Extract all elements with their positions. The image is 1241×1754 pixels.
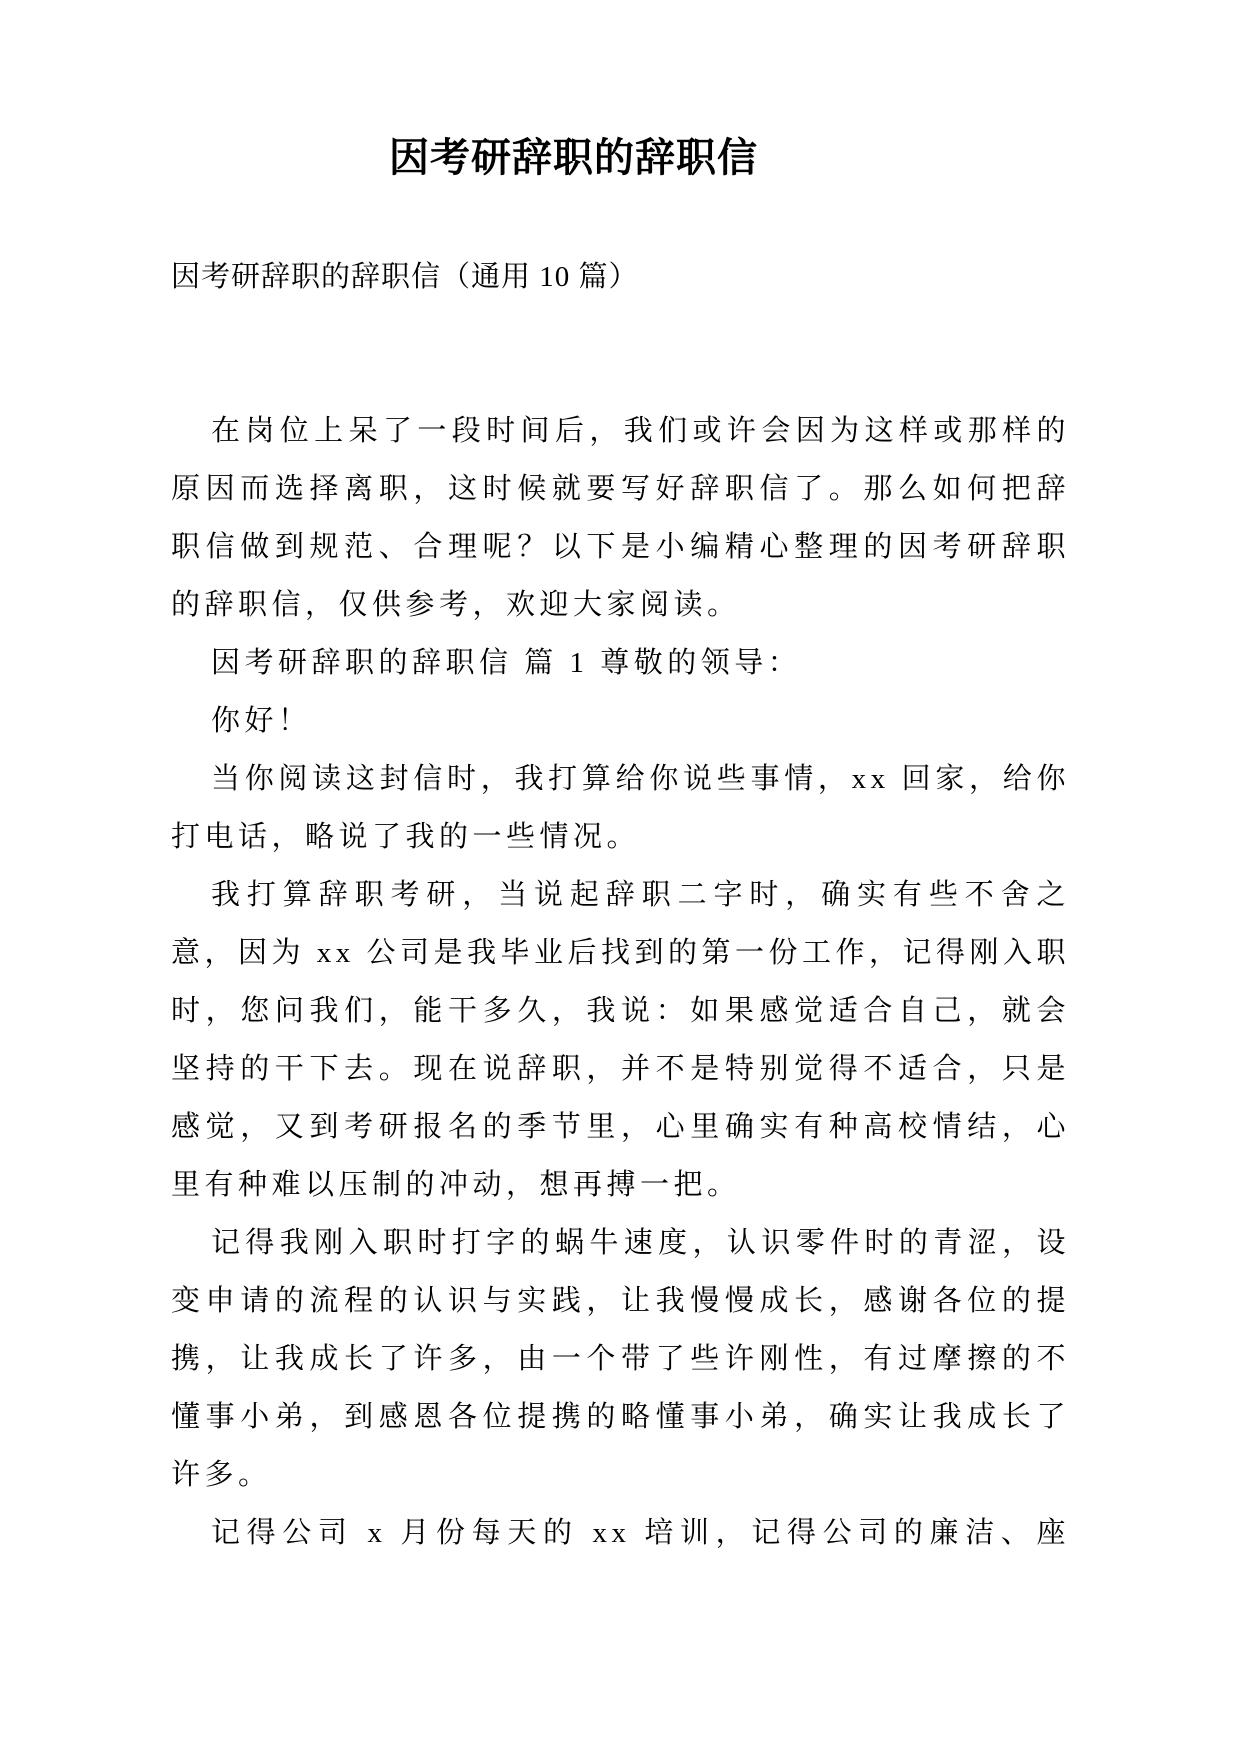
document-body <box>171 402 1070 1562</box>
paragraph: 记得公司 x 月份每天的 xx 培训，记得公司的廉洁、座 <box>211 1517 1070 1549</box>
paragraph: 当你阅读这封信时，我打算给你说些事情，xx 回家，给你打电话，略说了我的一些情况。 <box>171 763 1070 853</box>
paragraph: 在岗位上呆了一段时间后，我们或许会因为这样或那样的原因而选择离职，这时候就要写好辞职信了。那么如何把辞职信做到规范、合理呢？以下是小编精心整理的因考研辞职的辞职信，仅供参考，欢迎大家阅读。 <box>171 415 1070 621</box>
paragraph: 我打算辞职考研，当说起辞职二字时，确实有些不舍之意，因为 xx 公司是我毕业后找到的第一份工作，记得刚入职时，您问我们，能干多久，我说：如果感觉适合自己，就会坚持的干下去。现在说辞职，并不是特别觉得不适合，只是感觉，又到考研报名的季节里，心里确实有种高校情结，心里有种难以压制的冲动，想再搏一把。 <box>171 879 1071 1201</box>
document-subtitle: 因考研辞职的辞职信（通用 10 篇） <box>171 261 639 293</box>
paragraph: 你好！ <box>211 705 312 737</box>
paragraph: 因考研辞职的辞职信 篇 1 尊敬的领导： <box>211 647 802 679</box>
paragraph: 记得我刚入职时打字的蜗牛速度，认识零件时的青涩，设变申请的流程的认识与实践，让我慢慢成长，感谢各位的提携，让我成长了许多，由一个带了些许刚性，有过摩擦的不懂事小弟，到感恩各位提携的略懂事小弟，确实让我成长了许多。 <box>171 1227 1070 1491</box>
page-title: 因考研辞职的辞职信 <box>389 135 758 180</box>
